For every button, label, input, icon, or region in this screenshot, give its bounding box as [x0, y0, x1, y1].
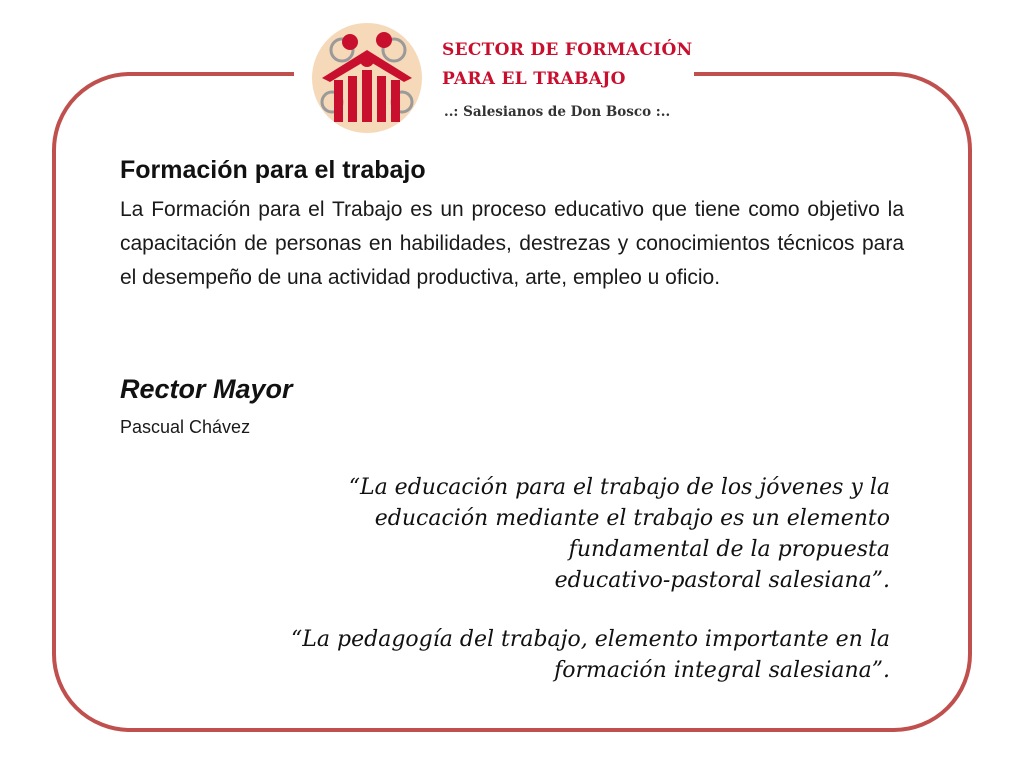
logo-title-line2: PARA EL TRABAJO [442, 69, 626, 89]
quote-line: “La pedagogía del trabajo, elemento importante en la [291, 627, 890, 652]
quote-line: formación integral salesiana”. [554, 658, 890, 683]
quote-line: educación mediante el trabajo es un elemento [374, 506, 890, 531]
quote-1 [190, 472, 890, 596]
quote-line: fundamental de la propuesta [568, 537, 890, 562]
rector-name: Pascual Chávez [120, 417, 251, 437]
logo-subtitle: ..: Salesianos de Don Bosco :.. [444, 104, 671, 120]
section-body: La Formación para el Trabajo es un proceso educativo que tiene como objetivo la capacitación de personas en habilidades, destrezas y conocimientos técnicos para el desempeño de una actividad productiva, arte, empleo u oficio. [120, 198, 904, 289]
logo-title-line1: SECTOR DE FORMACIÓN [442, 40, 693, 60]
quote-2 [190, 624, 890, 686]
logo [294, 14, 694, 140]
quote-line: educativo-pastoral salesiana”. [554, 568, 890, 593]
salesian-logo-icon [304, 20, 430, 136]
section-heading: Formación para el trabajo [120, 156, 426, 184]
quote-line: “La educación para el trabajo de los jóvenes y la [348, 475, 890, 500]
rector-title: Rector Mayor [120, 374, 293, 404]
